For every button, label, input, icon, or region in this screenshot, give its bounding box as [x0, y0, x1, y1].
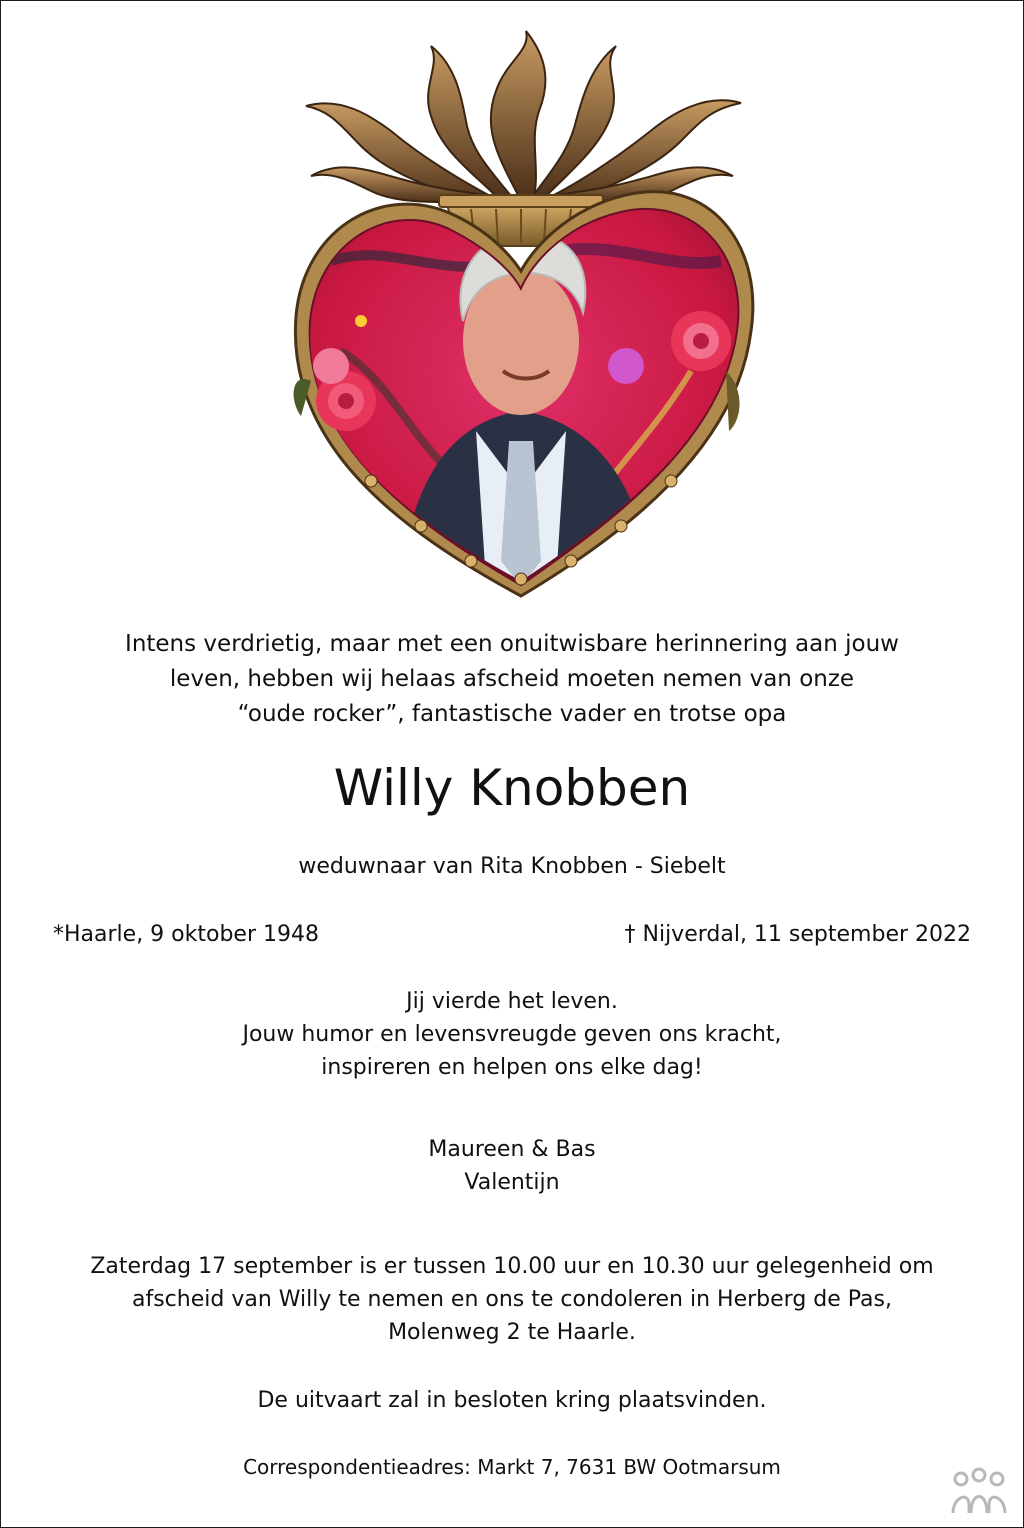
people-group-icon — [949, 1467, 1009, 1517]
deceased-name: Willy Knobben — [333, 759, 691, 817]
family-names — [1, 1133, 1023, 1199]
intro-line: “oude rocker”, fantastische vader en trotse opa — [237, 701, 787, 727]
family-line: Maureen & Bas — [428, 1137, 596, 1162]
birth-date: *Haarle, 9 oktober 1948 — [53, 922, 319, 947]
ceremony-line: afscheid van Willy te nemen en ons te condoleren in Herberg de Pas, — [131, 1287, 892, 1312]
flame-crown — [306, 31, 741, 206]
quote-line: Jouw humor en levensvreugde geven ons kracht, — [242, 1022, 782, 1047]
private-funeral-note: De uitvaart zal in besloten kring plaatsvinden. — [257, 1388, 767, 1413]
ceremony-line: Zaterdag 17 september is er tussen 10.00 uur en 10.30 uur gelegenheid om — [90, 1254, 934, 1279]
sacred-heart-portrait-icon — [271, 21, 771, 621]
quote-line: Jij vierde het leven. — [406, 989, 618, 1014]
death-date: † Nijverdal, 11 september 2022 — [624, 922, 971, 947]
tribute-quote — [1, 985, 1023, 1084]
ceremony-info — [1, 1250, 1023, 1349]
family-line: Valentijn — [464, 1170, 560, 1195]
intro-line: Intens verdrietig, maar met een onuitwisbare herinnering aan jouw — [125, 631, 899, 657]
intro-line: leven, hebben wij helaas afscheid moeten nemen van onze — [169, 666, 855, 692]
ceremony-line: Molenweg 2 te Haarle. — [388, 1320, 636, 1345]
correspondence-address: Correspondentieadres: Markt 7, 7631 BW Ootmarsum — [243, 1455, 781, 1479]
quote-line: inspireren en helpen ons elke dag! — [321, 1055, 703, 1080]
intro-text — [1, 627, 1023, 732]
spouse-line: weduwnaar van Rita Knobben - Siebelt — [298, 854, 726, 879]
